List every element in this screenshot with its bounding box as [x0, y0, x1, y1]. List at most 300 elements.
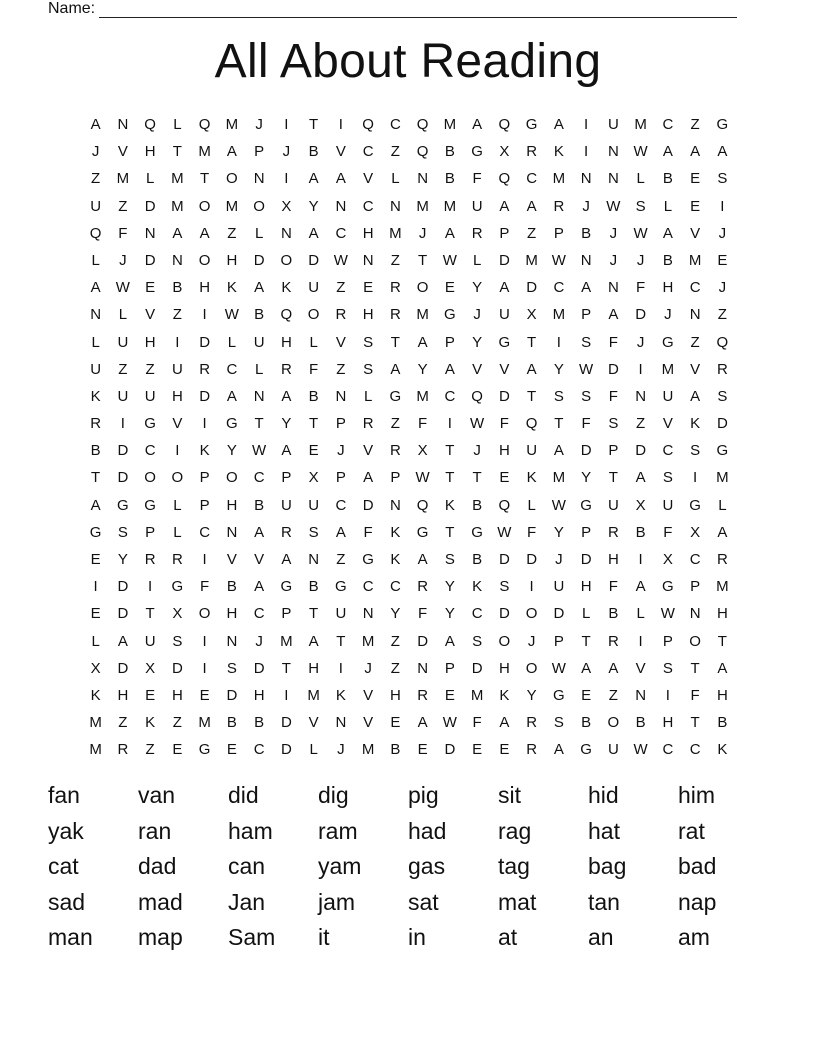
grid-letter[interactable]: I	[284, 116, 289, 133]
grid-letter[interactable]: N	[417, 170, 429, 188]
grid-letter[interactable]: J	[582, 197, 590, 215]
grid-letter[interactable]: K	[390, 551, 401, 568]
grid-letter[interactable]: B	[308, 578, 319, 596]
grid-letter[interactable]: G	[716, 442, 729, 460]
grid-letter[interactable]: A	[444, 224, 455, 242]
grid-letter[interactable]: V	[308, 714, 319, 732]
grid-letter[interactable]: H	[171, 387, 183, 405]
grid-letter[interactable]: U	[498, 306, 510, 324]
grid-letter[interactable]: X	[499, 143, 510, 161]
grid-letter[interactable]: I	[202, 415, 207, 433]
grid-letter[interactable]: S	[472, 632, 483, 650]
grid-letter[interactable]: A	[662, 143, 673, 161]
grid-letter[interactable]: A	[635, 578, 646, 596]
grid-letter[interactable]: Q	[362, 116, 374, 133]
grid-letter[interactable]: A	[90, 496, 101, 514]
grid-letter[interactable]: C	[253, 605, 265, 623]
grid-letter[interactable]: D	[498, 605, 510, 623]
grid-letter[interactable]: P	[608, 442, 619, 460]
grid-letter[interactable]: K	[526, 469, 537, 487]
grid-letter[interactable]: Z	[390, 143, 400, 161]
grid-letter[interactable]: W	[442, 714, 457, 732]
grid-letter[interactable]: P	[390, 469, 401, 487]
grid-letter[interactable]: D	[553, 605, 565, 623]
grid-letter[interactable]: I	[202, 306, 207, 324]
grid-letter[interactable]: P	[199, 469, 210, 487]
grid-letter[interactable]: I	[584, 116, 589, 133]
grid-letter[interactable]: T	[336, 632, 346, 650]
grid-letter[interactable]: R	[171, 551, 183, 568]
grid-letter[interactable]: M	[552, 469, 566, 487]
grid-letter[interactable]: R	[144, 551, 156, 568]
grid-letter[interactable]: A	[172, 224, 183, 242]
grid-letter[interactable]: S	[553, 714, 564, 732]
grid-letter[interactable]: P	[335, 469, 346, 487]
grid-letter[interactable]: J	[718, 224, 727, 242]
grid-letter[interactable]: H	[389, 686, 401, 704]
grid-letter[interactable]: O	[226, 469, 238, 487]
grid-letter[interactable]: Z	[608, 686, 618, 704]
grid-letter[interactable]: Y	[472, 279, 483, 297]
grid-letter[interactable]: X	[172, 605, 183, 623]
grid-letter[interactable]: M	[307, 686, 320, 704]
grid-letter[interactable]: C	[335, 496, 347, 514]
grid-letter[interactable]: G	[471, 143, 483, 161]
grid-letter[interactable]: N	[90, 306, 102, 324]
grid-letter[interactable]: B	[254, 306, 265, 324]
grid-letter[interactable]: S	[717, 170, 728, 188]
grid-letter[interactable]: U	[253, 333, 265, 351]
grid-letter[interactable]: J	[337, 741, 345, 759]
grid-letter[interactable]: A	[199, 224, 210, 242]
grid-letter[interactable]: A	[608, 659, 619, 677]
grid-letter[interactable]: D	[199, 387, 211, 405]
grid-letter[interactable]: D	[526, 279, 538, 297]
grid-letter[interactable]: J	[255, 116, 263, 133]
grid-letter[interactable]: Z	[172, 714, 182, 732]
grid-letter[interactable]: X	[690, 523, 701, 541]
grid-letter[interactable]: K	[335, 686, 346, 704]
grid-letter[interactable]: N	[335, 714, 347, 732]
grid-letter[interactable]: I	[720, 197, 725, 215]
grid-letter[interactable]: M	[634, 116, 647, 133]
grid-letter[interactable]: H	[144, 333, 156, 351]
grid-letter[interactable]: E	[499, 469, 510, 487]
grid-letter[interactable]: X	[417, 442, 428, 460]
grid-letter[interactable]: W	[633, 741, 648, 759]
grid-letter[interactable]: Z	[636, 415, 646, 433]
grid-letter[interactable]: Z	[717, 306, 727, 324]
grid-letter[interactable]: H	[226, 605, 238, 623]
grid-letter[interactable]: X	[635, 496, 646, 514]
grid-letter[interactable]: N	[689, 605, 701, 623]
grid-letter[interactable]: O	[307, 306, 320, 324]
grid-letter[interactable]: P	[281, 605, 292, 623]
grid-letter[interactable]: I	[93, 578, 98, 596]
grid-letter[interactable]: I	[175, 442, 180, 460]
grid-letter[interactable]: I	[638, 632, 643, 650]
grid-letter[interactable]: R	[471, 224, 483, 242]
grid-letter[interactable]: A	[281, 387, 292, 405]
grid-letter[interactable]: A	[254, 578, 265, 596]
grid-letter[interactable]: E	[199, 686, 210, 704]
grid-letter[interactable]: I	[338, 116, 343, 133]
grid-letter[interactable]: P	[499, 224, 510, 242]
grid-letter[interactable]: T	[690, 714, 700, 732]
grid-letter[interactable]: M	[470, 686, 484, 704]
grid-letter[interactable]: G	[144, 496, 156, 514]
grid-letter[interactable]: E	[390, 714, 401, 732]
grid-letter[interactable]: X	[145, 659, 156, 677]
grid-letter[interactable]: I	[665, 686, 670, 704]
grid-letter[interactable]: V	[172, 415, 183, 433]
grid-letter[interactable]: E	[226, 741, 237, 759]
grid-letter[interactable]: N	[635, 387, 647, 405]
grid-letter[interactable]: L	[663, 197, 673, 215]
grid-letter[interactable]: D	[117, 442, 129, 460]
grid-letter[interactable]: O	[198, 197, 211, 215]
grid-letter[interactable]: C	[553, 279, 565, 297]
grid-letter[interactable]: A	[690, 387, 701, 405]
grid-letter[interactable]: A	[417, 714, 428, 732]
grid-letter[interactable]: Z	[145, 741, 155, 759]
grid-letter[interactable]: Q	[498, 170, 511, 188]
grid-letter[interactable]: U	[117, 333, 129, 351]
grid-letter[interactable]: C	[362, 143, 374, 161]
grid-letter[interactable]: B	[308, 143, 319, 161]
grid-letter[interactable]: G	[416, 523, 429, 541]
grid-letter[interactable]: V	[335, 143, 346, 161]
grid-letter[interactable]: R	[716, 360, 728, 378]
grid-letter[interactable]: V	[690, 224, 701, 242]
grid-letter[interactable]: L	[227, 333, 237, 351]
grid-letter[interactable]: R	[526, 143, 538, 161]
grid-letter[interactable]: F	[472, 714, 482, 732]
grid-letter[interactable]: V	[363, 686, 374, 704]
grid-letter[interactable]: W	[470, 415, 485, 433]
grid-letter[interactable]: F	[499, 415, 509, 433]
grid-letter[interactable]: D	[362, 496, 374, 514]
grid-letter[interactable]: N	[580, 251, 592, 269]
grid-letter[interactable]: Y	[281, 415, 292, 433]
grid-letter[interactable]: B	[662, 170, 673, 188]
grid-letter[interactable]: R	[389, 442, 401, 460]
grid-letter[interactable]: N	[362, 251, 374, 269]
grid-letter[interactable]: E	[145, 686, 156, 704]
grid-letter[interactable]: A	[717, 659, 728, 677]
grid-letter[interactable]: S	[499, 578, 510, 596]
grid-letter[interactable]: T	[254, 415, 264, 433]
grid-letter[interactable]: K	[444, 496, 455, 514]
grid-letter[interactable]: I	[202, 551, 207, 568]
grid-letter[interactable]: Z	[390, 659, 400, 677]
grid-letter[interactable]: N	[308, 551, 320, 568]
grid-letter[interactable]: B	[226, 578, 237, 596]
grid-letter[interactable]: G	[335, 578, 347, 596]
grid-letter[interactable]: H	[607, 551, 619, 568]
grid-letter[interactable]: A	[226, 387, 237, 405]
grid-letter[interactable]: J	[91, 143, 100, 161]
grid-letter[interactable]: H	[308, 659, 320, 677]
grid-letter[interactable]: G	[471, 523, 483, 541]
grid-letter[interactable]: W	[252, 442, 267, 460]
grid-letter[interactable]: N	[689, 306, 701, 324]
grid-letter[interactable]: A	[499, 279, 510, 297]
grid-letter[interactable]: D	[199, 333, 211, 351]
grid-letter[interactable]: H	[144, 143, 156, 161]
grid-letter[interactable]: L	[636, 170, 645, 188]
grid-letter[interactable]: A	[90, 279, 101, 297]
grid-letter[interactable]: J	[555, 551, 563, 568]
grid-letter[interactable]: M	[661, 360, 675, 378]
grid-letter[interactable]: J	[473, 306, 481, 324]
grid-letter[interactable]: D	[144, 197, 156, 215]
grid-letter[interactable]: F	[200, 578, 210, 596]
grid-letter[interactable]: J	[337, 442, 345, 460]
grid-letter[interactable]: R	[716, 551, 728, 568]
grid-letter[interactable]: P	[690, 578, 701, 596]
grid-letter[interactable]: V	[117, 143, 128, 161]
grid-letter[interactable]: J	[418, 224, 427, 242]
grid-letter[interactable]: H	[498, 442, 510, 460]
grid-letter[interactable]: H	[580, 578, 592, 596]
grid-letter[interactable]: N	[389, 197, 401, 215]
grid-letter[interactable]: Y	[553, 360, 564, 378]
grid-letter[interactable]: A	[90, 116, 101, 133]
grid-letter[interactable]: U	[335, 605, 347, 623]
grid-letter[interactable]: E	[444, 279, 455, 297]
grid-letter[interactable]: G	[689, 496, 701, 514]
grid-letter[interactable]: Q	[280, 306, 293, 324]
grid-letter[interactable]: C	[389, 116, 401, 133]
grid-letter[interactable]: M	[171, 170, 184, 188]
grid-letter[interactable]: U	[471, 197, 483, 215]
grid-letter[interactable]: A	[717, 523, 728, 541]
grid-letter[interactable]: P	[199, 496, 210, 514]
grid-letter[interactable]: Z	[336, 551, 346, 568]
grid-letter[interactable]: G	[389, 387, 402, 405]
grid-letter[interactable]: L	[173, 496, 182, 514]
grid-letter[interactable]: K	[499, 686, 510, 704]
grid-letter[interactable]: G	[171, 578, 184, 596]
grid-letter[interactable]: A	[281, 442, 292, 460]
grid-letter[interactable]: S	[635, 197, 646, 215]
grid-letter[interactable]: M	[171, 197, 184, 215]
grid-letter[interactable]: T	[281, 659, 291, 677]
grid-letter[interactable]: K	[90, 686, 101, 704]
grid-letter[interactable]: A	[335, 170, 346, 188]
grid-letter[interactable]: V	[662, 415, 673, 433]
grid-letter[interactable]: W	[633, 224, 648, 242]
grid-letter[interactable]: Q	[525, 415, 538, 433]
grid-letter[interactable]: S	[581, 333, 592, 351]
grid-letter[interactable]: P	[444, 659, 455, 677]
grid-letter[interactable]: I	[148, 578, 153, 596]
grid-letter[interactable]: Y	[417, 360, 428, 378]
grid-letter[interactable]: E	[172, 741, 183, 759]
grid-letter[interactable]: I	[638, 551, 643, 568]
grid-letter[interactable]: A	[417, 551, 428, 568]
grid-letter[interactable]: N	[607, 279, 619, 297]
grid-letter[interactable]: V	[254, 551, 265, 568]
grid-letter[interactable]: M	[280, 632, 293, 650]
grid-letter[interactable]: V	[690, 360, 701, 378]
grid-letter[interactable]: V	[472, 360, 483, 378]
grid-letter[interactable]: G	[580, 741, 592, 759]
grid-letter[interactable]: L	[173, 116, 182, 133]
grid-letter[interactable]: C	[689, 279, 701, 297]
grid-letter[interactable]: M	[361, 632, 375, 650]
grid-letter[interactable]: D	[117, 578, 129, 596]
grid-letter[interactable]: G	[716, 116, 729, 133]
grid-letter[interactable]: U	[144, 632, 156, 650]
grid-letter[interactable]: S	[226, 659, 237, 677]
grid-letter[interactable]: L	[581, 605, 591, 623]
grid-letter[interactable]: W	[551, 659, 566, 677]
grid-letter[interactable]: Z	[118, 714, 128, 732]
grid-letter[interactable]: J	[636, 333, 645, 351]
grid-letter[interactable]: K	[90, 387, 101, 405]
grid-letter[interactable]: M	[525, 251, 538, 269]
grid-letter[interactable]: Q	[144, 116, 156, 133]
grid-letter[interactable]: F	[663, 523, 673, 541]
grid-letter[interactable]: T	[145, 605, 155, 623]
grid-letter[interactable]: F	[363, 523, 373, 541]
grid-letter[interactable]: T	[581, 632, 591, 650]
grid-letter[interactable]: P	[254, 143, 265, 161]
grid-letter[interactable]: C	[144, 442, 156, 460]
grid-letter[interactable]: S	[662, 659, 673, 677]
grid-letter[interactable]: F	[608, 387, 618, 405]
grid-letter[interactable]: W	[551, 251, 566, 269]
grid-letter[interactable]: C	[662, 116, 674, 133]
grid-letter[interactable]: G	[362, 551, 374, 568]
grid-letter[interactable]: I	[529, 578, 534, 596]
grid-letter[interactable]: P	[553, 632, 564, 650]
grid-letter[interactable]: D	[607, 360, 619, 378]
grid-letter[interactable]: T	[309, 415, 319, 433]
grid-letter[interactable]: H	[662, 279, 674, 297]
grid-letter[interactable]: C	[389, 578, 401, 596]
grid-letter[interactable]: T	[91, 469, 101, 487]
name-line[interactable]	[99, 3, 737, 18]
grid-letter[interactable]: G	[662, 578, 674, 596]
grid-letter[interactable]: K	[472, 578, 483, 596]
grid-letter[interactable]: D	[635, 442, 647, 460]
grid-letter[interactable]: D	[417, 632, 429, 650]
grid-letter[interactable]: B	[608, 605, 619, 623]
grid-letter[interactable]: B	[581, 714, 592, 732]
grid-letter[interactable]: M	[198, 143, 211, 161]
grid-letter[interactable]: V	[226, 551, 237, 568]
grid-letter[interactable]: D	[144, 251, 156, 269]
grid-letter[interactable]: B	[390, 741, 401, 759]
grid-letter[interactable]: D	[117, 469, 129, 487]
grid-letter[interactable]: Q	[498, 496, 511, 514]
grid-letter[interactable]: I	[338, 659, 343, 677]
grid-letter[interactable]: J	[664, 306, 672, 324]
grid-letter[interactable]: T	[445, 469, 455, 487]
grid-letter[interactable]: R	[335, 306, 347, 324]
grid-letter[interactable]: V	[335, 333, 346, 351]
grid-letter[interactable]: T	[554, 415, 564, 433]
grid-letter[interactable]: G	[525, 116, 538, 133]
grid-letter[interactable]: L	[636, 605, 645, 623]
grid-letter[interactable]: Q	[416, 143, 429, 161]
grid-letter[interactable]: U	[117, 387, 129, 405]
grid-letter[interactable]: S	[172, 632, 183, 650]
grid-letter[interactable]: Z	[172, 306, 182, 324]
grid-letter[interactable]: M	[443, 116, 457, 133]
grid-letter[interactable]: X	[281, 197, 292, 215]
grid-letter[interactable]: N	[607, 143, 619, 161]
grid-letter[interactable]: E	[90, 551, 101, 568]
grid-letter[interactable]: D	[580, 442, 592, 460]
grid-letter[interactable]: T	[309, 605, 319, 623]
grid-letter[interactable]: B	[254, 714, 265, 732]
grid-letter[interactable]: L	[718, 496, 727, 514]
grid-letter[interactable]: K	[145, 714, 156, 732]
grid-letter[interactable]: E	[145, 279, 156, 297]
name-field[interactable]	[48, 0, 737, 18]
grid-letter[interactable]: N	[580, 170, 592, 188]
grid-letter[interactable]: Y	[390, 605, 401, 623]
grid-letter[interactable]: W	[551, 496, 566, 514]
grid-letter[interactable]: F	[309, 360, 319, 378]
grid-letter[interactable]: N	[417, 659, 429, 677]
grid-letter[interactable]: A	[581, 659, 592, 677]
grid-letter[interactable]: T	[172, 143, 182, 161]
grid-letter[interactable]: J	[527, 632, 536, 650]
grid-letter[interactable]: I	[202, 632, 207, 650]
grid-letter[interactable]: M	[116, 170, 130, 188]
grid-letter[interactable]: X	[308, 469, 319, 487]
grid-letter[interactable]: D	[580, 551, 592, 568]
grid-letter[interactable]: D	[280, 741, 292, 759]
grid-letter[interactable]: S	[553, 387, 564, 405]
grid-letter[interactable]: X	[662, 551, 673, 568]
grid-letter[interactable]: A	[553, 442, 564, 460]
grid-letter[interactable]: Z	[527, 224, 537, 242]
grid-letter[interactable]: R	[280, 360, 292, 378]
grid-letter[interactable]: T	[445, 523, 455, 541]
grid-letter[interactable]: B	[635, 714, 646, 732]
grid-letter[interactable]: N	[253, 387, 265, 405]
grid-letter[interactable]: G	[580, 496, 592, 514]
grid-letter[interactable]: W	[497, 523, 512, 541]
grid-letter[interactable]: S	[363, 333, 374, 351]
grid-letter[interactable]: Q	[716, 333, 729, 351]
grid-letter[interactable]: S	[117, 523, 128, 541]
grid-letter[interactable]: W	[333, 251, 348, 269]
grid-letter[interactable]: M	[552, 170, 566, 188]
grid-letter[interactable]: T	[690, 659, 700, 677]
grid-letter[interactable]: B	[472, 551, 483, 568]
grid-letter[interactable]: L	[173, 523, 182, 541]
grid-letter[interactable]: M	[198, 714, 211, 732]
grid-letter[interactable]: J	[119, 251, 127, 269]
grid-letter[interactable]: D	[253, 659, 265, 677]
grid-letter[interactable]: T	[445, 442, 455, 460]
grid-letter[interactable]: W	[579, 360, 594, 378]
grid-letter[interactable]: A	[308, 224, 319, 242]
grid-letter[interactable]: C	[253, 469, 265, 487]
grid-letter[interactable]: N	[280, 224, 292, 242]
grid-letter[interactable]: A	[499, 197, 510, 215]
grid-letter[interactable]: A	[308, 632, 319, 650]
grid-letter[interactable]: P	[444, 333, 455, 351]
grid-letter[interactable]: U	[662, 496, 674, 514]
